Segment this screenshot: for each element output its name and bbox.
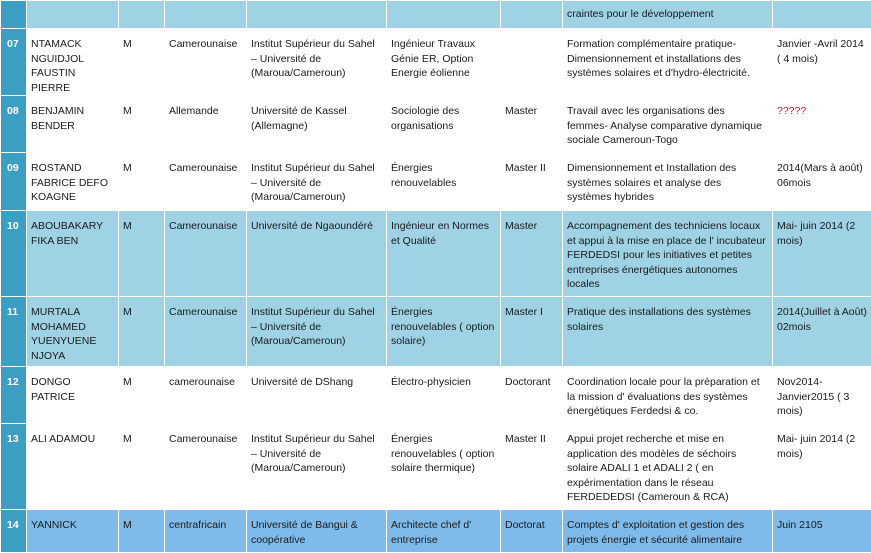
- table-row: [1, 211, 871, 297]
- activity-cell: craintes pour le développement: [563, 1, 773, 29]
- sex-cell: M: [119, 424, 165, 510]
- name-cell: YANNICK: [27, 510, 119, 553]
- row-number-cell: [1, 1, 27, 29]
- sex-cell: [119, 1, 165, 29]
- name-cell: [27, 1, 119, 29]
- row-number-cell: 13: [1, 424, 27, 510]
- nationality-cell: Camerounaise: [165, 424, 247, 510]
- nationality-cell: Camerounaise: [165, 29, 247, 96]
- nationality-cell: [165, 1, 247, 29]
- period-cell: [773, 1, 871, 29]
- period-cell: Nov2014- Janvier2015 ( 3 mois): [773, 367, 871, 424]
- level-cell: Master II: [501, 153, 563, 211]
- level-cell: [501, 29, 563, 96]
- institution-cell: Institut Supérieur du Sahel – Université de (Maroua/Cameroun): [247, 297, 387, 367]
- institution-cell: Université de Bangui & coopérative: [247, 510, 387, 553]
- table-row: [1, 153, 871, 211]
- sex-cell: M: [119, 96, 165, 153]
- period-cell: Juin 2105: [773, 510, 871, 553]
- sex-cell: M: [119, 510, 165, 553]
- field-cell: Ingénieur Travaux Génie ER, Option Energie éolienne: [387, 29, 501, 96]
- row-number-cell: 14: [1, 510, 27, 553]
- activity-cell: Travail avec les organisations des femmes- Analyse comparative dynamique sociale Cameroun-Togo: [563, 96, 773, 153]
- nationality-cell: Camerounaise: [165, 297, 247, 367]
- period-cell: 2014(Mars à août) 06mois: [773, 153, 871, 211]
- institution-cell: Université de Kassel (Allemagne): [247, 96, 387, 153]
- row-number-cell: 10: [1, 211, 27, 297]
- institution-cell: Institut Supérieur du Sahel – Université de (Maroua/Cameroun): [247, 424, 387, 510]
- level-cell: Master: [501, 96, 563, 153]
- field-cell: [387, 1, 501, 29]
- activity-cell: Appui projet recherche et mise en application des modèles de séchoirs solaire ADALI 1 et ADALI 2 ( en expérimentation dans le réseau FERDEDEDSI (Cameroun & RCA): [563, 424, 773, 510]
- field-cell: Énergies renouvelables ( option solaire): [387, 297, 501, 367]
- name-cell: MURTALA MOHAMED YUENYUENE NJOYA: [27, 297, 119, 367]
- table-row: [1, 424, 871, 510]
- institution-cell: Université de Ngaoundéré: [247, 211, 387, 297]
- row-number-cell: 07: [1, 29, 27, 96]
- level-cell: [501, 1, 563, 29]
- level-cell: Master I: [501, 297, 563, 367]
- period-cell: ?????: [773, 96, 871, 153]
- activity-cell: Accompagnement des techniciens locaux et appui à la mise en place de l' incubateur FERDEDSI pour les initiatives et petites entreprises énergétiques autonomes locales: [563, 211, 773, 297]
- name-cell: ABOUBAKARY FIKA BEN: [27, 211, 119, 297]
- institution-cell: Université de DShang: [247, 367, 387, 424]
- field-cell: Sociologie des organisations: [387, 96, 501, 153]
- field-cell: Énergies renouvelables: [387, 153, 501, 211]
- activity-cell: Coordination locale pour la préparation et la mission d' évaluations des systèmes énergétiques Ferdedsi & co.: [563, 367, 773, 424]
- activity-cell: Formation complémentaire pratique- Dimensionnement et installations des systèmes solaires et d'hydro-électricité.: [563, 29, 773, 96]
- field-cell: Architecte chef d' entreprise: [387, 510, 501, 553]
- row-number-cell: 08: [1, 96, 27, 153]
- nationality-cell: centrafricain: [165, 510, 247, 553]
- nationality-cell: Camerounaise: [165, 153, 247, 211]
- name-cell: BENJAMIN BENDER: [27, 96, 119, 153]
- field-cell: Électro-physicien: [387, 367, 501, 424]
- activity-cell: Comptes d' exploitation et gestion des projets énergie et sécurité alimentaire: [563, 510, 773, 553]
- name-cell: ROSTAND FABRICE DEFO KOAGNE: [27, 153, 119, 211]
- table-row: [1, 367, 871, 424]
- level-cell: Master II: [501, 424, 563, 510]
- field-cell: Ingénieur en Normes et Qualité: [387, 211, 501, 297]
- table-row-continued: [1, 1, 871, 29]
- sex-cell: M: [119, 211, 165, 297]
- institution-cell: Institut Supérieur du Sahel – Université de (Maroua/Cameroun): [247, 29, 387, 96]
- level-cell: Doctorant: [501, 367, 563, 424]
- sex-cell: M: [119, 29, 165, 96]
- period-cell: 2014(Juillet à Août) 02mois: [773, 297, 871, 367]
- sex-cell: M: [119, 153, 165, 211]
- sex-cell: M: [119, 367, 165, 424]
- field-cell: Énergies renouvelables ( option solaire thermique): [387, 424, 501, 510]
- sex-cell: M: [119, 297, 165, 367]
- level-cell: Master: [501, 211, 563, 297]
- name-cell: ALI ADAMOU: [27, 424, 119, 510]
- name-cell: DONGO PATRICE: [27, 367, 119, 424]
- table-row: [1, 510, 871, 553]
- level-cell: Doctorat: [501, 510, 563, 553]
- row-number-cell: 11: [1, 297, 27, 367]
- period-cell: Mai- juin 2014 (2 mois): [773, 211, 871, 297]
- activity-cell: Pratique des installations des systèmes solaires: [563, 297, 773, 367]
- institution-cell: [247, 1, 387, 29]
- row-number-cell: 09: [1, 153, 27, 211]
- nationality-cell: Camerounaise: [165, 211, 247, 297]
- period-cell: Mai- juin 2014 (2 mois): [773, 424, 871, 510]
- table-row: [1, 96, 871, 153]
- name-cell: NTAMACK NGUIDJOL FAUSTIN PIERRE: [27, 29, 119, 96]
- table-row: [1, 297, 871, 367]
- activity-cell: Dimensionnement et Installation des systèmes solaires et analyse des systèmes hybrides: [563, 153, 773, 211]
- table-row: [1, 29, 871, 96]
- row-number-cell: 12: [1, 367, 27, 424]
- period-cell: Janvier -Avril 2014 ( 4 mois): [773, 29, 871, 96]
- institution-cell: Institut Supérieur du Sahel – Université de (Maroua/Cameroun): [247, 153, 387, 211]
- nationality-cell: camerounaise: [165, 367, 247, 424]
- nationality-cell: Allemande: [165, 96, 247, 153]
